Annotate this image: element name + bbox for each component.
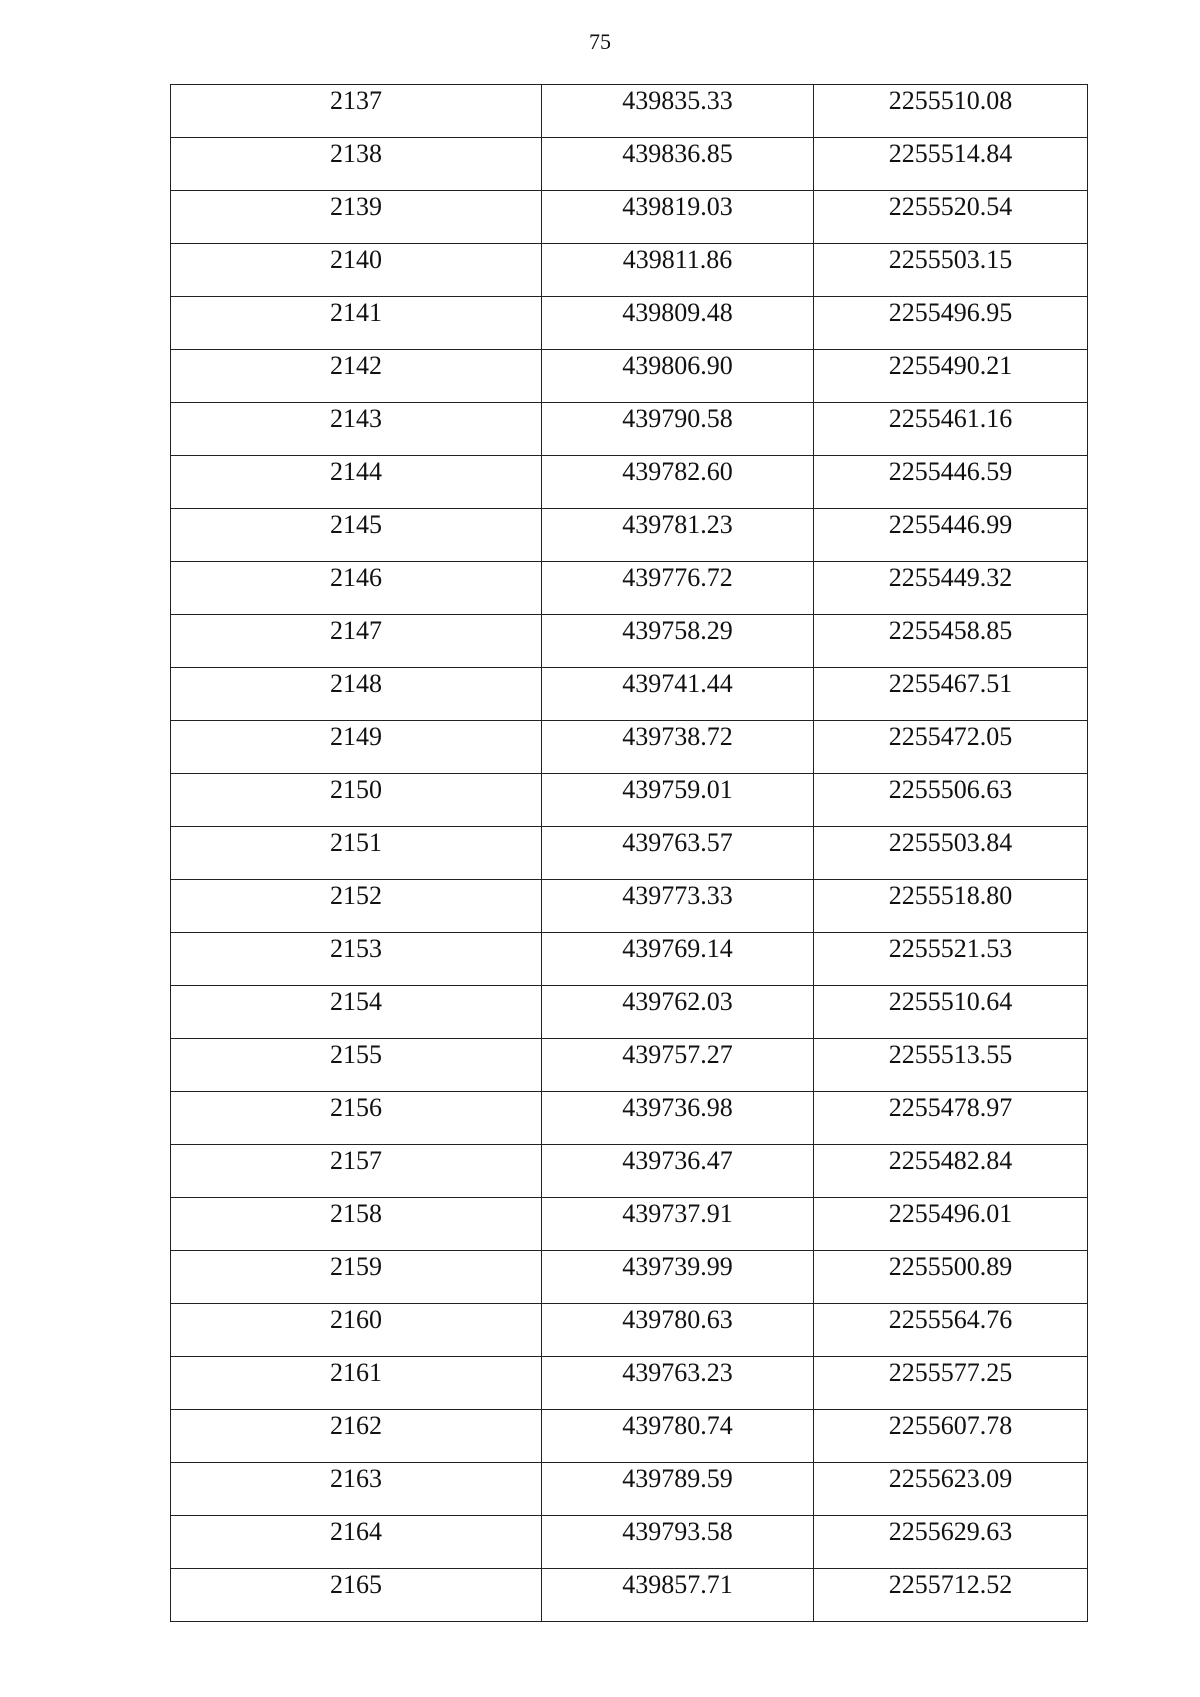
point-id-cell: [171, 85, 542, 138]
point-id-cell: [171, 774, 542, 827]
cell-text: 2255510.08: [888, 86, 1013, 115]
y-coordinate-cell: [814, 1145, 1088, 1198]
cell-text: 2255629.63: [888, 1517, 1013, 1546]
cell-text: 2255564.76: [888, 1305, 1013, 1334]
cell-text: 2164: [330, 1517, 382, 1546]
page-number: 75: [589, 29, 611, 54]
cell-text: 2255514.84: [888, 139, 1013, 168]
cell-text: 439790.58: [622, 404, 733, 433]
x-coordinate-cell: [542, 1198, 814, 1251]
y-coordinate-cell: [814, 403, 1088, 456]
cell-text: 2139: [330, 192, 382, 221]
y-coordinate-cell: [814, 191, 1088, 244]
table-row: [171, 933, 1088, 986]
cell-text: 439763.57: [622, 828, 733, 857]
x-coordinate-cell: [542, 986, 814, 1039]
x-coordinate-cell: [542, 509, 814, 562]
point-id-cell: [171, 1198, 542, 1251]
y-coordinate-cell: [814, 562, 1088, 615]
x-coordinate-cell: [542, 1039, 814, 1092]
cell-text: 439736.98: [622, 1093, 733, 1122]
cell-text: 439780.74: [622, 1411, 733, 1440]
point-id-cell: [171, 880, 542, 933]
cell-text: 2137: [330, 86, 382, 115]
y-coordinate-cell: [814, 1198, 1088, 1251]
cell-text: 2160: [330, 1305, 382, 1334]
cell-text: 2162: [330, 1411, 382, 1440]
cell-text: 2140: [330, 245, 382, 274]
table-row: [171, 85, 1088, 138]
y-coordinate-cell: [814, 774, 1088, 827]
point-id-cell: [171, 350, 542, 403]
table-row: [171, 774, 1088, 827]
cell-text: 2147: [330, 616, 382, 645]
point-id-cell: [171, 1410, 542, 1463]
cell-text: 439836.85: [622, 139, 733, 168]
cell-text: 439759.01: [622, 775, 733, 804]
point-id-cell: [171, 1304, 542, 1357]
cell-text: 2255521.53: [888, 934, 1013, 963]
point-id-cell: [171, 668, 542, 721]
cell-text: 2255623.09: [888, 1464, 1013, 1493]
point-id-cell: [171, 403, 542, 456]
y-coordinate-cell: [814, 138, 1088, 191]
table-row: [171, 1145, 1088, 1198]
table-row: [171, 138, 1088, 191]
x-coordinate-cell: [542, 1516, 814, 1569]
cell-text: 2255503.15: [888, 245, 1013, 274]
table-row: [171, 562, 1088, 615]
cell-text: 2148: [330, 669, 382, 698]
cell-text: 2255482.84: [888, 1146, 1013, 1175]
x-coordinate-cell: [542, 191, 814, 244]
cell-text: 439793.58: [622, 1517, 733, 1546]
table-row: [171, 1304, 1088, 1357]
table-row: [171, 509, 1088, 562]
x-coordinate-cell: [542, 1569, 814, 1622]
table-row: [171, 1410, 1088, 1463]
point-id-cell: [171, 1357, 542, 1410]
cell-text: 439835.33: [622, 86, 733, 115]
table-row: [171, 350, 1088, 403]
y-coordinate-cell: [814, 1039, 1088, 1092]
cell-text: 2138: [330, 139, 382, 168]
y-coordinate-cell: [814, 85, 1088, 138]
point-id-cell: [171, 1569, 542, 1622]
cell-text: 439782.60: [622, 457, 733, 486]
cell-text: 2141: [330, 298, 382, 327]
table-row: [171, 1569, 1088, 1622]
x-coordinate-cell: [542, 1463, 814, 1516]
y-coordinate-cell: [814, 297, 1088, 350]
y-coordinate-cell: [814, 244, 1088, 297]
table-row: [171, 456, 1088, 509]
y-coordinate-cell: [814, 1410, 1088, 1463]
cell-text: 2159: [330, 1252, 382, 1281]
point-id-cell: [171, 1516, 542, 1569]
cell-text: 2255449.32: [888, 563, 1013, 592]
cell-text: 2255467.51: [888, 669, 1013, 698]
cell-text: 439763.23: [622, 1358, 733, 1387]
x-coordinate-cell: [542, 933, 814, 986]
x-coordinate-cell: [542, 1410, 814, 1463]
cell-text: 2255446.59: [888, 457, 1013, 486]
cell-text: 2151: [330, 828, 382, 857]
table-row: [171, 1463, 1088, 1516]
cell-text: 439738.72: [622, 722, 733, 751]
x-coordinate-cell: [542, 721, 814, 774]
cell-text: 2146: [330, 563, 382, 592]
cell-text: 2143: [330, 404, 382, 433]
cell-text: 439773.33: [622, 881, 733, 910]
y-coordinate-cell: [814, 1463, 1088, 1516]
cell-text: 2255503.84: [888, 828, 1013, 857]
y-coordinate-cell: [814, 827, 1088, 880]
table-row: [171, 1251, 1088, 1304]
cell-text: 2158: [330, 1199, 382, 1228]
y-coordinate-cell: [814, 350, 1088, 403]
table-row: [171, 191, 1088, 244]
point-id-cell: [171, 615, 542, 668]
cell-text: 2255712.52: [888, 1570, 1013, 1599]
cell-text: 2255496.95: [888, 298, 1013, 327]
table-row: [171, 721, 1088, 774]
cell-text: 439769.14: [622, 934, 733, 963]
table-row: [171, 1039, 1088, 1092]
cell-text: 2154: [330, 987, 382, 1016]
y-coordinate-cell: [814, 1092, 1088, 1145]
cell-text: 2255506.63: [888, 775, 1013, 804]
cell-text: 2255446.99: [888, 510, 1013, 539]
cell-text: 439739.99: [622, 1252, 733, 1281]
x-coordinate-cell: [542, 774, 814, 827]
cell-text: 2255510.64: [888, 987, 1013, 1016]
y-coordinate-cell: [814, 1357, 1088, 1410]
cell-text: 439789.59: [622, 1464, 733, 1493]
cell-text: 439776.72: [622, 563, 733, 592]
y-coordinate-cell: [814, 456, 1088, 509]
cell-text: 2152: [330, 881, 382, 910]
point-id-cell: [171, 1251, 542, 1304]
point-id-cell: [171, 1039, 542, 1092]
point-id-cell: [171, 986, 542, 1039]
point-id-cell: [171, 1463, 542, 1516]
x-coordinate-cell: [542, 615, 814, 668]
x-coordinate-cell: [542, 1357, 814, 1410]
x-coordinate-cell: [542, 562, 814, 615]
cell-text: 2149: [330, 722, 382, 751]
cell-text: 439762.03: [622, 987, 733, 1016]
cell-text: 2163: [330, 1464, 382, 1493]
y-coordinate-cell: [814, 668, 1088, 721]
table-row: [171, 986, 1088, 1039]
point-id-cell: [171, 562, 542, 615]
cell-text: 439806.90: [622, 351, 733, 380]
cell-text: 2145: [330, 510, 382, 539]
x-coordinate-cell: [542, 1304, 814, 1357]
x-coordinate-cell: [542, 668, 814, 721]
cell-text: 439857.71: [622, 1570, 733, 1599]
cell-text: 2165: [330, 1570, 382, 1599]
point-id-cell: [171, 138, 542, 191]
y-coordinate-cell: [814, 1304, 1088, 1357]
cell-text: 439781.23: [622, 510, 733, 539]
cell-text: 439737.91: [622, 1199, 733, 1228]
point-id-cell: [171, 297, 542, 350]
x-coordinate-cell: [542, 138, 814, 191]
y-coordinate-cell: [814, 1251, 1088, 1304]
x-coordinate-cell: [542, 244, 814, 297]
point-id-cell: [171, 191, 542, 244]
x-coordinate-cell: [542, 1092, 814, 1145]
point-id-cell: [171, 456, 542, 509]
point-id-cell: [171, 509, 542, 562]
cell-text: 2255518.80: [888, 881, 1013, 910]
cell-text: 439757.27: [622, 1040, 733, 1069]
point-id-cell: [171, 827, 542, 880]
x-coordinate-cell: [542, 1145, 814, 1198]
x-coordinate-cell: [542, 880, 814, 933]
table-row: [171, 880, 1088, 933]
table-row: [171, 668, 1088, 721]
cell-text: 2155: [330, 1040, 382, 1069]
cell-text: 439758.29: [622, 616, 733, 645]
cell-text: 439780.63: [622, 1305, 733, 1334]
cell-text: 439811.86: [622, 245, 733, 274]
cell-text: 2156: [330, 1093, 382, 1122]
cell-text: 2255478.97: [888, 1093, 1013, 1122]
cell-text: 439736.47: [622, 1146, 733, 1175]
cell-text: 439809.48: [622, 298, 733, 327]
x-coordinate-cell: [542, 456, 814, 509]
x-coordinate-cell: [542, 350, 814, 403]
cell-text: 439741.44: [622, 669, 733, 698]
y-coordinate-cell: [814, 1569, 1088, 1622]
table-row: [171, 1357, 1088, 1410]
cell-text: 2150: [330, 775, 382, 804]
cell-text: 2255577.25: [888, 1358, 1013, 1387]
table-row: [171, 1516, 1088, 1569]
cell-text: 2255520.54: [888, 192, 1013, 221]
point-id-cell: [171, 244, 542, 297]
y-coordinate-cell: [814, 509, 1088, 562]
y-coordinate-cell: [814, 721, 1088, 774]
point-id-cell: [171, 933, 542, 986]
x-coordinate-cell: [542, 1251, 814, 1304]
cell-text: 2255458.85: [888, 616, 1013, 645]
y-coordinate-cell: [814, 986, 1088, 1039]
table-row: [171, 1198, 1088, 1251]
y-coordinate-cell: [814, 880, 1088, 933]
x-coordinate-cell: [542, 403, 814, 456]
table-row: [171, 615, 1088, 668]
cell-text: 2142: [330, 351, 382, 380]
cell-text: 2255472.05: [888, 722, 1013, 751]
cell-text: 439819.03: [622, 192, 733, 221]
x-coordinate-cell: [542, 297, 814, 350]
cell-text: 2153: [330, 934, 382, 963]
x-coordinate-cell: [542, 85, 814, 138]
cell-text: 2255607.78: [888, 1411, 1013, 1440]
cell-text: 2255490.21: [888, 351, 1013, 380]
table-row: [171, 297, 1088, 350]
y-coordinate-cell: [814, 933, 1088, 986]
cell-text: 2255513.55: [888, 1040, 1013, 1069]
cell-text: 2255500.89: [888, 1252, 1013, 1281]
cell-text: 2255461.16: [888, 404, 1013, 433]
point-id-cell: [171, 721, 542, 774]
cell-text: 2255496.01: [888, 1199, 1013, 1228]
table-row: [171, 1092, 1088, 1145]
x-coordinate-cell: [542, 827, 814, 880]
table-row: [171, 403, 1088, 456]
point-id-cell: [171, 1145, 542, 1198]
coordinates-table-body: [171, 85, 1088, 1622]
coordinates-table: [170, 84, 1088, 1622]
table-row: [171, 244, 1088, 297]
y-coordinate-cell: [814, 1516, 1088, 1569]
point-id-cell: [171, 1092, 542, 1145]
cell-text: 2161: [330, 1358, 382, 1387]
cell-text: 2144: [330, 457, 382, 486]
cell-text: 2157: [330, 1146, 382, 1175]
table-row: [171, 827, 1088, 880]
y-coordinate-cell: [814, 615, 1088, 668]
